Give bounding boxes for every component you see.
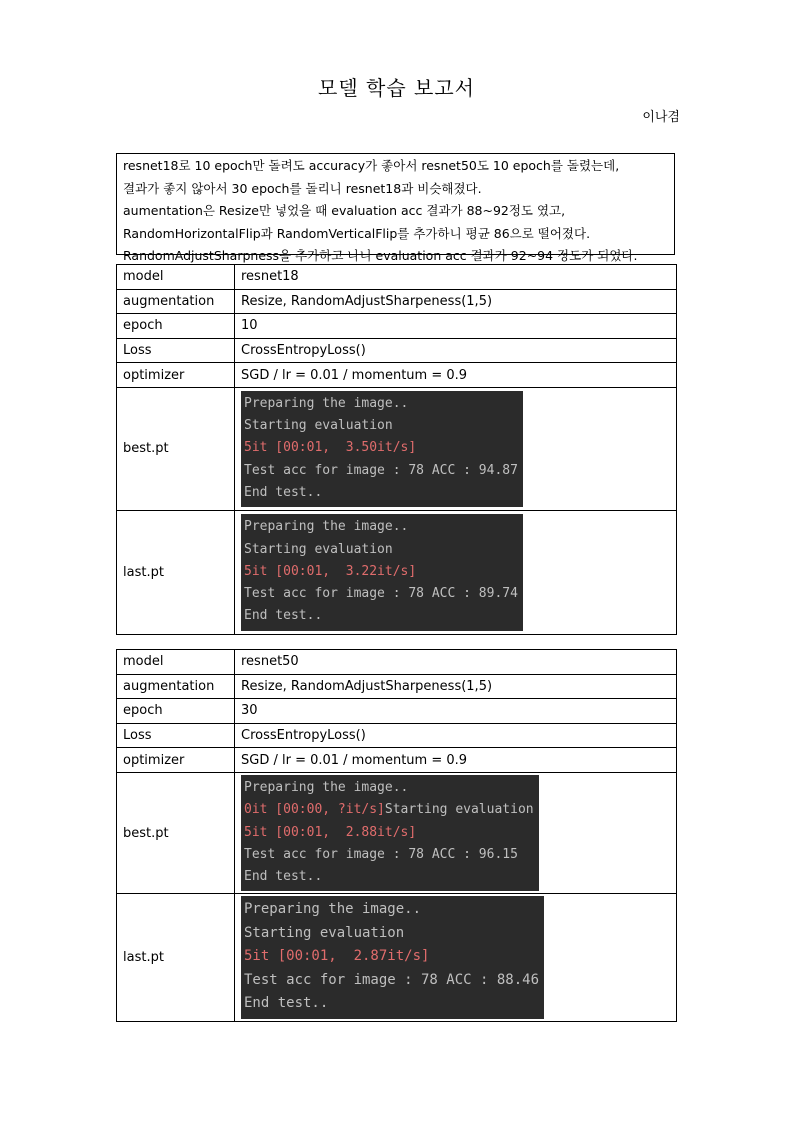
terminal-line: Starting evaluation <box>244 418 393 434</box>
terminal-line: Preparing the image.. <box>244 901 422 918</box>
terminal-output <box>241 391 523 507</box>
terminal-line: Test acc for image : 78 ACC : 89.74 <box>244 586 518 602</box>
summary-line: RandomHorizontalFlip과 RandomVerticalFlip를 추가하니 평균 86으로 떨어졌다. <box>123 225 591 241</box>
row-key: best.pt <box>117 772 235 893</box>
row-key: best.pt <box>117 387 235 510</box>
row-key: optimizer <box>117 748 235 773</box>
report-title: 모델 학습 보고서 <box>318 76 475 100</box>
terminal-line: Test acc for image : 78 ACC : 94.87 <box>244 462 518 478</box>
table-row <box>117 265 677 290</box>
terminal-line-progress: 5it [00:01, 2.88it/s] <box>244 824 417 840</box>
resnet18-table <box>116 264 677 635</box>
row-value: SGD / lr = 0.01 / momentum = 0.9 <box>235 363 677 388</box>
terminal-text-segment: Starting evaluation <box>384 802 534 818</box>
result-row-last <box>117 894 677 1022</box>
summary-line: aumentation은 Resize만 넣었을 때 evaluation acc 결과가 88~92정도 였고, <box>123 203 566 218</box>
summary-line: 결과가 좋지 않아서 30 epoch를 돌리니 resnet18과 비슷해졌다. <box>123 180 482 196</box>
terminal-output <box>241 775 539 891</box>
terminal-line: Starting evaluation <box>244 924 405 941</box>
row-value: CrossEntropyLoss() <box>235 338 677 363</box>
terminal-line-progress: 5it [00:01, 2.87it/s] <box>244 948 430 965</box>
row-value: CrossEntropyLoss() <box>235 723 677 748</box>
result-cell <box>235 772 677 893</box>
terminal-line: Preparing the image.. <box>244 519 409 535</box>
row-key: last.pt <box>117 894 235 1022</box>
result-cell <box>235 894 677 1022</box>
terminal-line: Preparing the image.. <box>244 779 409 795</box>
terminal-line: End test.. <box>244 484 323 500</box>
table-row <box>117 338 677 363</box>
row-value: 10 <box>235 314 677 339</box>
summary-box <box>116 153 675 263</box>
terminal-line: Test acc for image : 78 ACC : 96.15 <box>244 846 518 862</box>
row-key: epoch <box>117 314 235 339</box>
row-key: optimizer <box>117 363 235 388</box>
table-row <box>117 674 677 699</box>
table-row <box>117 723 677 748</box>
terminal-line: Starting evaluation <box>244 541 393 557</box>
terminal-line-progress: 5it [00:01, 3.22it/s] <box>244 563 417 579</box>
result-cell <box>235 510 677 634</box>
terminal-output <box>241 896 544 1019</box>
row-key: augmentation <box>117 289 235 314</box>
terminal-progress-segment: 0it [00:00, ?it/s] <box>244 802 385 818</box>
table-row <box>117 289 677 314</box>
terminal-line: End test.. <box>244 995 329 1012</box>
row-key: model <box>117 650 235 675</box>
summary-line: resnet18로 10 epoch만 돌려도 accuracy가 좋아서 resnet50도 10 epoch를 돌렸는데, <box>123 158 620 173</box>
row-key: model <box>117 265 235 290</box>
terminal-output <box>241 514 523 630</box>
row-key: augmentation <box>117 674 235 699</box>
terminal-line: Preparing the image.. <box>244 395 409 411</box>
terminal-line: End test.. <box>244 869 323 885</box>
row-key: Loss <box>117 723 235 748</box>
row-key: Loss <box>117 338 235 363</box>
result-row-last <box>117 510 677 634</box>
table-row <box>117 650 677 675</box>
terminal-line-mixed <box>244 799 534 821</box>
row-key: last.pt <box>117 510 235 634</box>
terminal-line-progress: 5it [00:01, 3.50it/s] <box>244 440 417 456</box>
author-name: 이나겸 <box>642 110 680 125</box>
table-row <box>117 314 677 339</box>
terminal-line: Test acc for image : 78 ACC : 88.46 <box>244 971 540 988</box>
table-row <box>117 748 677 773</box>
row-value: SGD / lr = 0.01 / momentum = 0.9 <box>235 748 677 773</box>
table-row <box>117 363 677 388</box>
row-value: Resize, RandomAdjustSharpeness(1,5) <box>235 674 677 699</box>
summary-line: RandomAdjustSharpness을 추가하고 나니 evaluation acc 결과가 92~94 정도가 되었다. <box>123 248 638 263</box>
row-value: resnet18 <box>235 265 677 290</box>
row-value: resnet50 <box>235 650 677 675</box>
row-value: Resize, RandomAdjustSharpeness(1,5) <box>235 289 677 314</box>
result-cell <box>235 387 677 510</box>
result-row-best <box>117 772 677 893</box>
row-value: 30 <box>235 699 677 724</box>
result-row-best <box>117 387 677 510</box>
resnet50-table <box>116 649 677 1022</box>
terminal-line: End test.. <box>244 608 323 624</box>
table-row <box>117 699 677 724</box>
row-key: epoch <box>117 699 235 724</box>
